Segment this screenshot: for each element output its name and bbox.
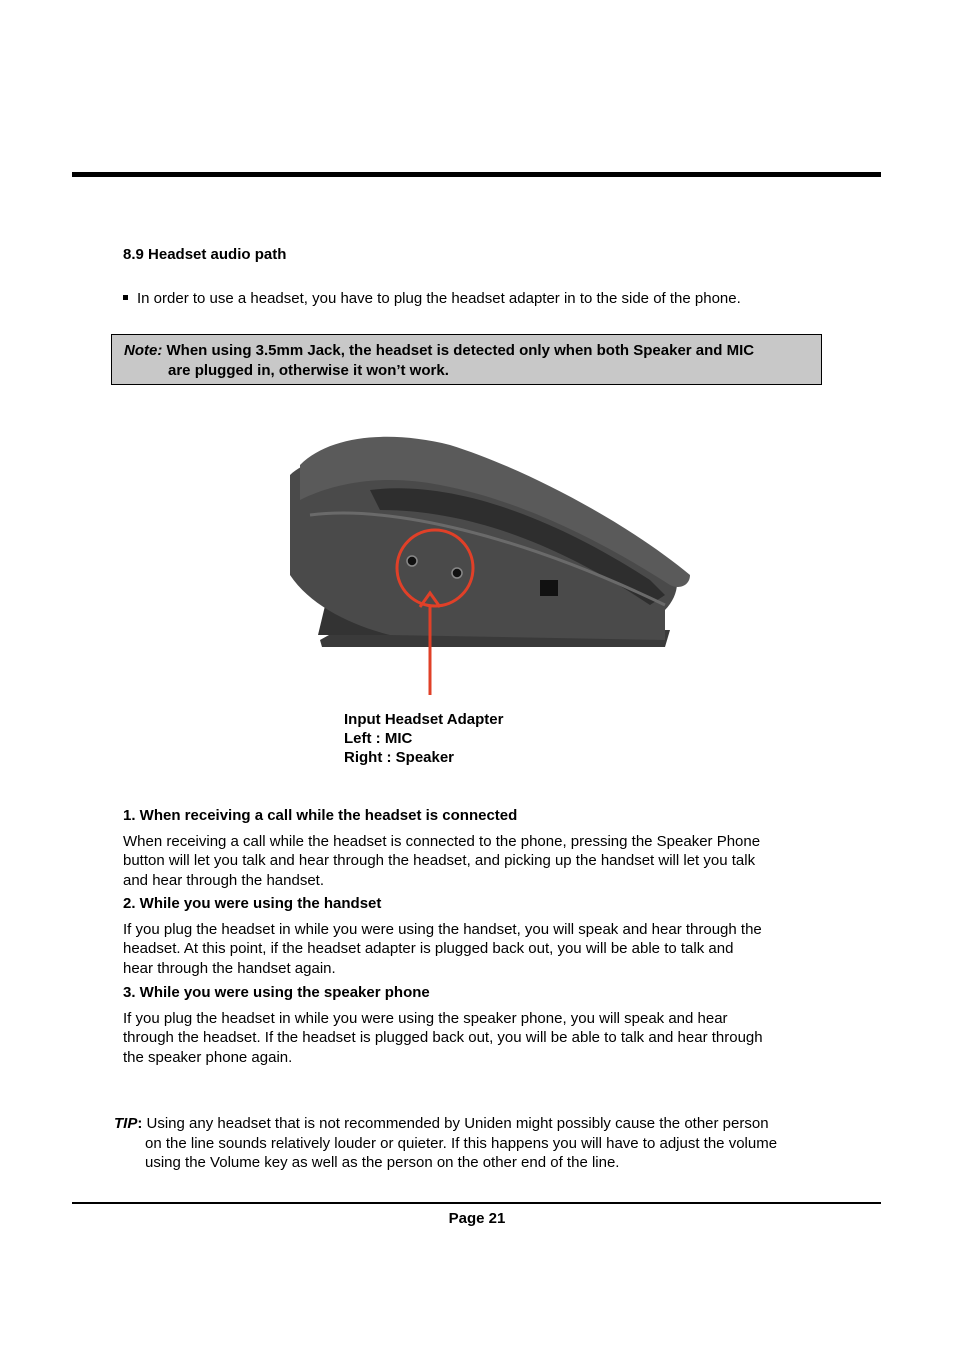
tip-text: on the line sounds relatively louder or quieter. If this happens you will have to adjust the volume [145,1134,778,1152]
caption-line: Right : Speaker [344,749,455,766]
bullet-text: In order to use a headset, you have to plug the headset adapter in to the side of the phone. [137,290,741,307]
note-text-line-2: are plugged in, otherwise it won’t work. [168,362,449,379]
step-title: 2. While you were using the handset [123,895,382,912]
step-body-line: the speaker phone again. [123,1048,293,1066]
step-body-line: headset. At this point, if the headset adapter is plugged back out, you will be able to talk and [123,940,734,957]
tip-line-1: TIP: Using any headset that is not recommended by Uniden might possibly cause the other person [114,1115,769,1132]
step-title: 1. When receiving a call while the headset is connected [123,807,518,824]
step-body-line: button will let you talk and hear through the headset, and picking up the handset will let you talk [123,852,756,869]
phone-illustration [290,437,690,695]
note-line-1 [124,342,754,359]
step-3 [123,983,813,1067]
bullet-item [123,290,741,307]
phone-side-view-image [270,425,710,705]
header-rule [72,172,881,177]
step-body-line: through the headset. If the headset is plugged back out, you will be able to talk and hear through [123,1029,763,1046]
step-body-line: If you plug the headset in while you were using the speaker phone, you will speak and hear [123,1009,728,1027]
note-label: Note: [124,342,163,359]
caption-line: Input Headset Adapter [344,711,504,728]
figure-caption [344,710,503,767]
square-bullet-icon [123,295,128,300]
tip-block [114,1114,824,1173]
tip-text: using the Volume key as well as the person on the other end of the line. [145,1154,620,1171]
tip-label: TIP [114,1115,138,1132]
step-body-line: hear through the handset again. [123,959,336,977]
page-number: Page 21 [448,1210,506,1227]
step-title: 3. While you were using the speaker phone [123,984,430,1001]
mic-jack [407,556,417,566]
step-body-line: When receiving a call while the headset is connected to the phone, pressing the Speaker Phone [123,832,761,850]
section-title: 8.9 Headset audio path [123,246,287,263]
step-body-line: and hear through the handset. [123,871,324,889]
step-1 [123,806,813,890]
note-text-line-1: When using 3.5mm Jack, the headset is detected only when both Speaker and MIC [166,342,755,359]
speaker-jack [452,568,462,578]
step-2 [123,894,813,978]
step-body-line: If you plug the headset in while you were using the handset, you will speak and hear through the [123,920,762,938]
footer-rule [72,1202,881,1204]
caption-line: Left : MIC [344,730,413,747]
phone-jack [540,580,558,596]
tip-text: Using any headset that is not recommended by Uniden might possibly cause the other person [146,1115,769,1132]
note-box [111,334,822,385]
